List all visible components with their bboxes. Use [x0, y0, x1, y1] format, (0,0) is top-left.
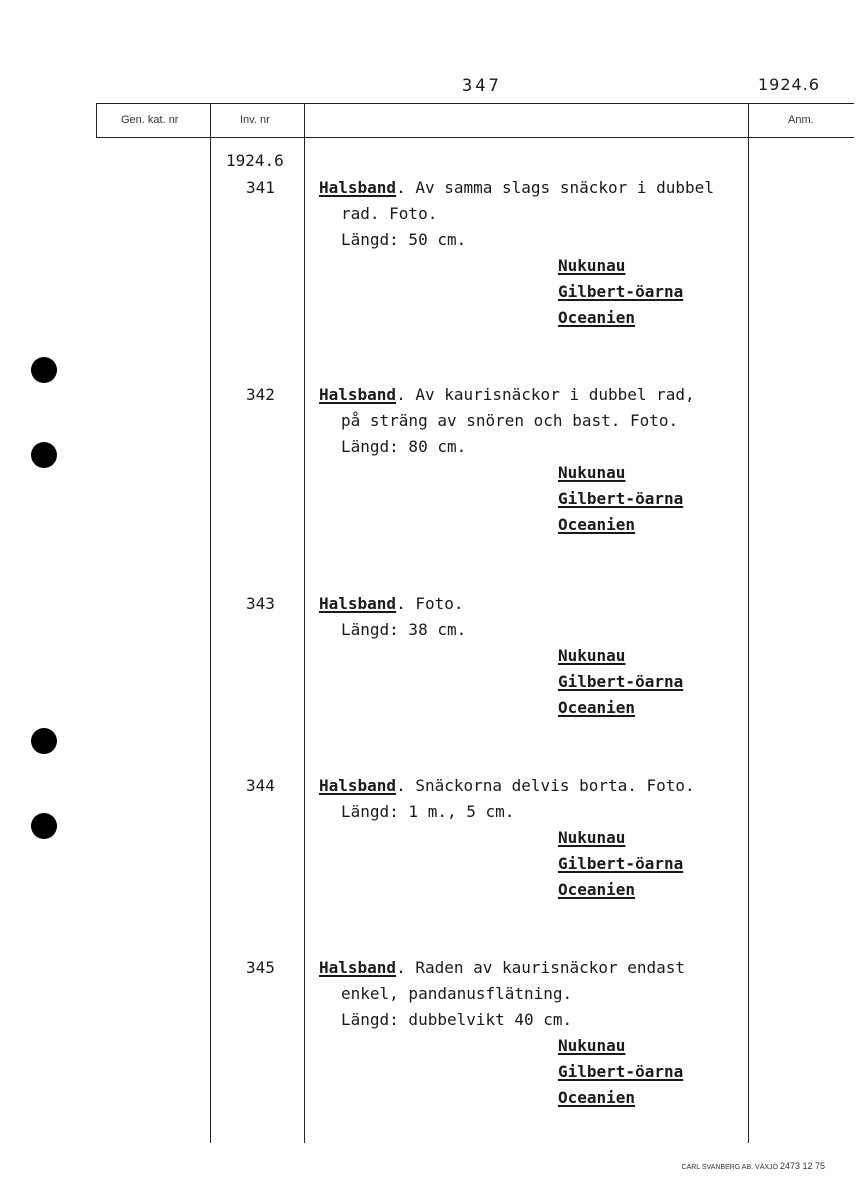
entry-title: Halsband — [319, 178, 397, 197]
inv-number: 343 — [246, 594, 275, 613]
entry-length: Längd: dubbelvikt 40 cm. — [341, 1010, 573, 1029]
punch-hole — [31, 357, 57, 383]
entry-title: Halsband — [319, 776, 397, 795]
inv-number: 342 — [246, 385, 275, 404]
catalog-entry — [319, 773, 695, 825]
location-island: Nukunau — [558, 1036, 626, 1055]
column-divider — [748, 103, 749, 1143]
inv-year: 1924.6 — [226, 151, 284, 170]
column-header-anm: Anm. — [788, 114, 814, 126]
entry-title: Halsband — [319, 594, 397, 613]
location-group: Gilbert-öarna — [558, 1062, 684, 1081]
location-island: Nukunau — [558, 463, 626, 482]
entry-text: . Av kaurisnäckor i dubbel rad, — [396, 385, 695, 404]
column-header-inv: Inv. nr — [240, 114, 270, 126]
catalog-entry — [319, 382, 695, 460]
location-region: Oceanien — [558, 515, 636, 534]
entry-text: enkel, pandanusflätning. — [341, 984, 573, 1003]
catalog-entry — [319, 591, 466, 643]
entry-length: Längd: 38 cm. — [341, 620, 467, 639]
location-group: Gilbert-öarna — [558, 672, 684, 691]
inv-number: 344 — [246, 776, 275, 795]
entry-text: . Foto. — [396, 594, 464, 613]
catalog-year: 1924.6 — [758, 75, 820, 94]
entry-location — [558, 460, 683, 538]
printer-name: CARL SVANBERG AB. VÄXJÖ — [681, 1164, 778, 1171]
entry-location — [558, 825, 683, 903]
punch-hole — [31, 813, 57, 839]
location-group: Gilbert-öarna — [558, 489, 684, 508]
entry-text: rad. Foto. — [341, 204, 438, 223]
entry-length: Längd: 1 m., 5 cm. — [341, 802, 515, 821]
column-divider — [210, 103, 211, 1143]
location-region: Oceanien — [558, 1088, 636, 1107]
entry-text: . Av samma slags snäckor i dubbel — [396, 178, 714, 197]
entry-length: Längd: 80 cm. — [341, 437, 467, 456]
location-region: Oceanien — [558, 880, 636, 899]
printer-imprint — [682, 1161, 825, 1171]
location-island: Nukunau — [558, 646, 626, 665]
catalog-entry — [319, 955, 685, 1033]
entry-title: Halsband — [319, 385, 397, 404]
entry-location — [558, 253, 683, 331]
location-region: Oceanien — [558, 308, 636, 327]
entry-text: . Snäckorna delvis borta. Foto. — [396, 776, 695, 795]
entry-text: på sträng av snören och bast. Foto. — [341, 411, 679, 430]
column-divider — [304, 103, 305, 1143]
catalog-entry — [319, 175, 714, 253]
location-region: Oceanien — [558, 698, 636, 717]
punch-hole — [31, 442, 57, 468]
printer-code: 2473 12 75 — [779, 1161, 825, 1171]
location-island: Nukunau — [558, 828, 626, 847]
entry-location — [558, 643, 683, 721]
inv-number: 345 — [246, 958, 275, 977]
location-island: Nukunau — [558, 256, 626, 275]
column-divider — [96, 103, 97, 138]
entry-length: Längd: 50 cm. — [341, 230, 467, 249]
page-number: 347 — [462, 76, 502, 96]
location-group: Gilbert-öarna — [558, 282, 684, 301]
location-group: Gilbert-öarna — [558, 854, 684, 873]
entry-title: Halsband — [319, 958, 397, 977]
inv-number: 341 — [246, 178, 275, 197]
entry-location — [558, 1033, 683, 1111]
column-header-gen-kat: Gen. kat. nr — [121, 114, 179, 126]
punch-hole — [31, 728, 57, 754]
entry-text: . Raden av kaurisnäckor endast — [396, 958, 686, 977]
